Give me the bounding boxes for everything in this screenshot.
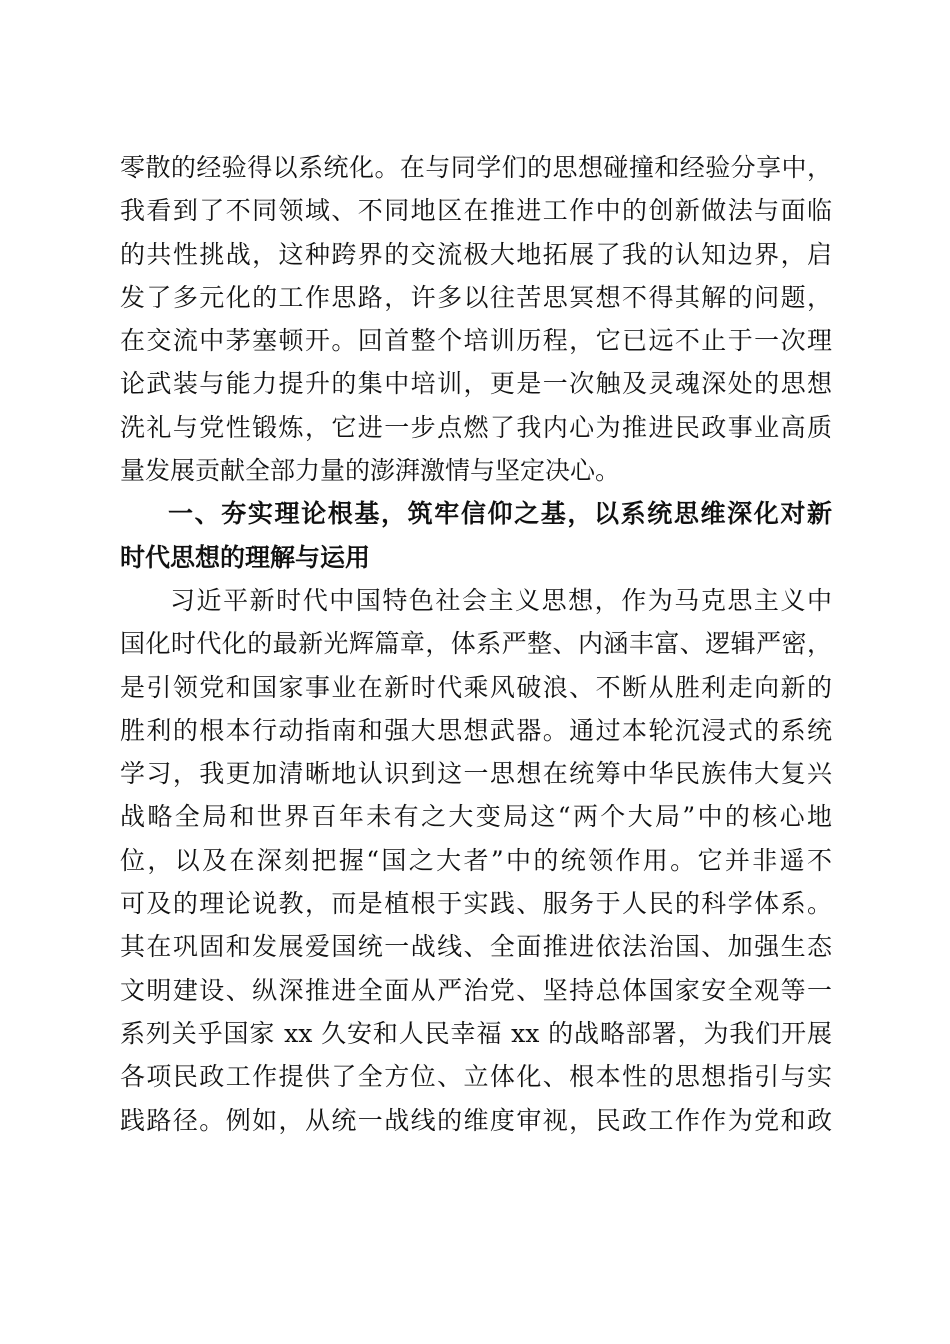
text-line: 零散的经验得以系统化。在与同学们的思想碰撞和经验分享中， [120,153,832,182]
text-line: 学习，我更加清晰地认识到这一思想在统筹中华民族伟大复兴 [120,759,832,789]
text-line: 国化时代化的最新光辉篇章，体系严整、内涵丰富、逻辑严密， [120,629,832,659]
text-line: 可及的理论说教，而是植根于实践、服务于人民的科学体系。 [120,889,832,919]
text-line: 量发展贡献全部力量的澎湃激情与坚定决心。 [120,456,621,486]
paragraph-body [120,579,832,1142]
text-line: 习近平新时代中国特色社会主义思想，作为马克思主义中 [170,585,832,615]
section-heading [120,492,832,579]
document-body [120,146,832,1142]
text-line: 的共性挑战，这种跨界的交流极大地拓展了我的认知边界，启 [120,239,832,269]
text-line: 发了多元化的工作思路，许多以往苦思冥想不得其解的问题， [120,282,832,312]
text-line: 文明建设、纵深推进全面从严治党、坚持总体国家安全观等一 [120,975,832,1005]
heading-line: 一、夯实理论根基，筑牢信仰之基，以系统思维深化对新 [168,499,832,529]
text-line: 践路径。例如，从统一战线的维度审视，民政工作作为党和政 [120,1105,832,1135]
text-line: 胜利的根本行动指南和强大思想武器。通过本轮沉浸式的系统 [120,715,832,745]
text-line: 论武装与能力提升的集中培训，更是一次触及灵魂深处的思想 [120,369,832,399]
paragraph-continuation [120,146,832,492]
text-line: 系列关乎国家 xx 久安和人民幸福 xx 的战略部署，为我们开展 [120,1018,832,1048]
heading-line: 时代思想的理解与运用 [120,542,371,572]
text-line: 我看到了不同领域、不同地区在推进工作中的创新做法与面临 [120,196,832,226]
text-line: 其在巩固和发展爱国统一战线、全面推进依法治国、加强生态 [120,932,832,962]
text-line: 在交流中茅塞顿开。回首整个培训历程，它已远不止于一次理 [120,326,832,356]
text-line: 战略全局和世界百年未有之大变局这“两个大局”中的核心地 [120,802,832,832]
text-line: 洗礼与党性锻炼，它进一步点燃了我内心为推进民政事业高质 [120,412,832,442]
text-line: 各项民政工作提供了全方位、立体化、根本性的思想指引与实 [120,1062,832,1092]
text-line: 位，以及在深刻把握“国之大者”中的统领作用。它并非遥不 [120,845,832,875]
text-line: 是引领党和国家事业在新时代乘风破浪、不断从胜利走向新的 [120,672,832,702]
